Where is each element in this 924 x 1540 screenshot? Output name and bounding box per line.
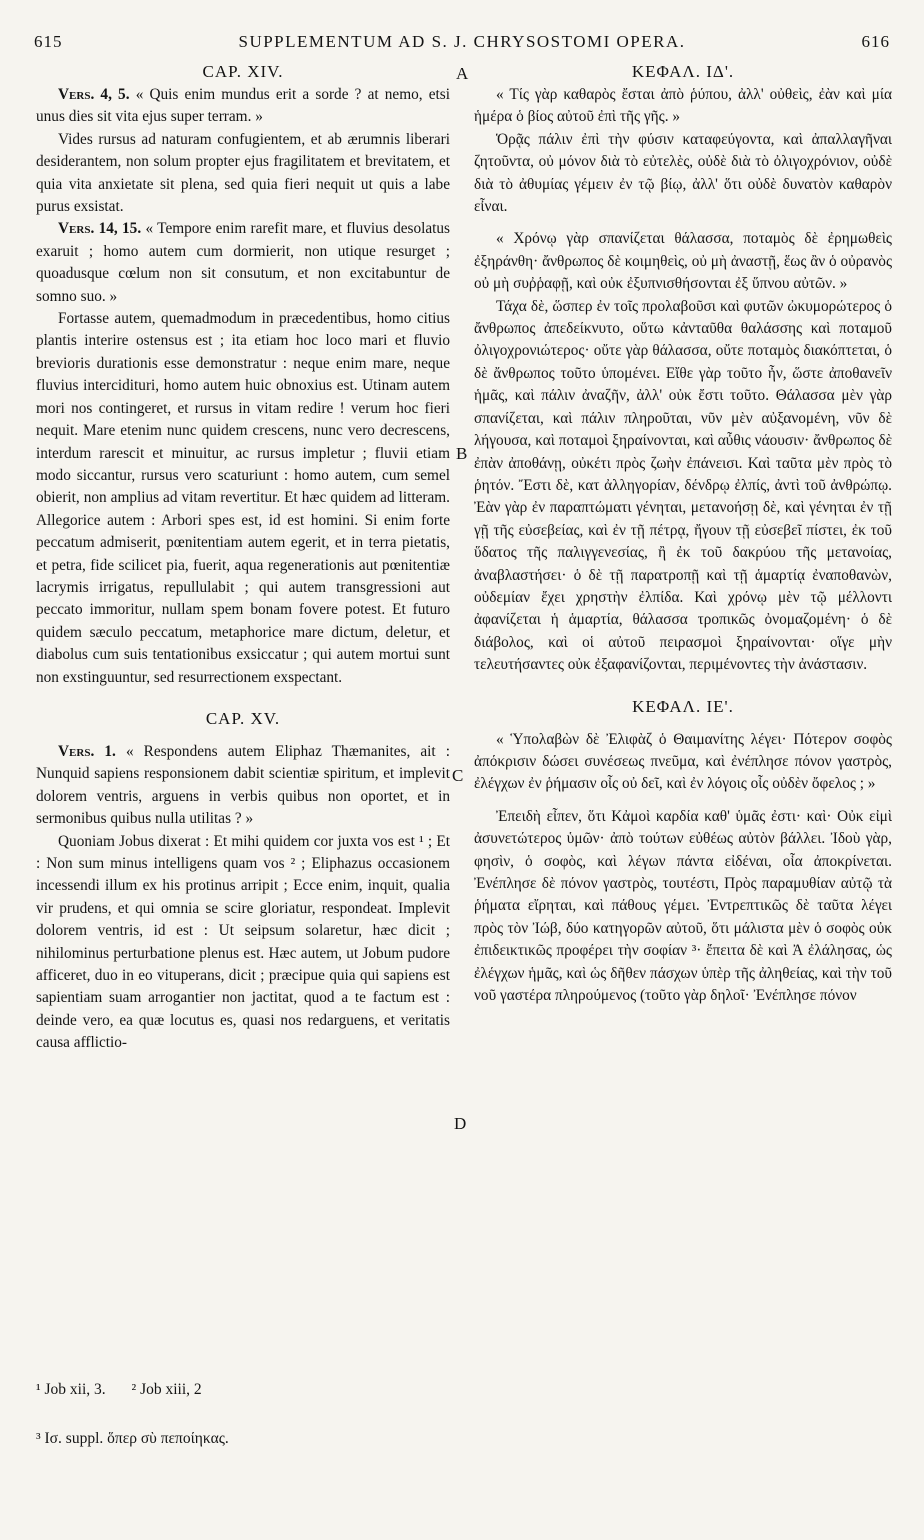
greek-chapter-heading-14: ΚΕΦΑΛ. ΙΔ'.: [631, 62, 735, 81]
verse-label: Vers. 14, 15.: [58, 220, 142, 238]
footnote-1: ¹ Job xii, 3.: [36, 1381, 106, 1398]
latin-verse-1: [36, 741, 450, 831]
greek-verse-14-15: « Χρόνῳ γὰρ σπανίζεται θάλασσα, ποταμὸς δὲ ἐρημωθεὶς ἐξηράνθη· ἄνθρωπος δὲ κοιμηθεὶς, οὐ μὴ ἀναστῇ, ἕως ἂν ὁ οὐρανὸς οὐ μὴ συῤῥαφῇ, καὶ οὐκ ἐξυπνισθήσονται ἐξ ὕπνου αὐτῶν. »: [474, 230, 892, 293]
margin-letter-d: D: [454, 1114, 467, 1133]
margin-letter-c: C: [452, 766, 464, 785]
running-title: SUPPLEMENTUM AD S. J. CHRYSOSTOMI OPERA.: [238, 32, 686, 51]
latin-verse-14-15: [36, 218, 450, 308]
latin-chapter-heading-15: CAP. XV.: [205, 708, 281, 728]
margin-letter-a: A: [456, 64, 469, 83]
latin-commentary-1: Vides rursus ad naturam confugientem, et ab ærumnis liberari desiderantem, non solum propter ejus fragilitatem et brevitatem, et quia vita anxietate sit plena, sed quia fieri nequit ut quis a labe purus exsistat.: [36, 130, 450, 216]
greek-commentary-2: Τάχα δὲ, ὥσπερ ἐν τοῖς προλαβοῦσι καὶ φυτῶν ὠκυμορώτερος ὁ ἄνθρωπος ἀπεδείκνυτο, οὕτω κἀνταῦθα θαλάσσης καὶ ποταμοῦ ὀλιγοχρονιώτερος· οὔτε γὰρ θάλασσα, οὔτε ποταμὸς διακόπτεται, ὁ δὲ ἄνθρωπος τοῦτο ὑπομένει. Εἴθε γὰρ τοῦτο ἦν, ὥστε ἀποθανεῖν ἡμᾶς, καὶ πάλιν ἀναζῆν, ἀλλ' οὐκ ἔστι τοῦτο. Θάλασσα μὲν γὰρ σπανίζεται, καὶ πάλιν πληροῦται, νῦν μὲν αὐξανομένη, νῦν δὲ λήγουσα, καὶ ποταμοὶ ξηραίνονται, καὶ αὖθις νάουσιν· ἄνθρωπος δὲ ἐπὰν ἀποθάνῃ, οὐκέτι πρὸς ζωὴν ἐπάνεισι. Καὶ ταῦτα μὲν πρὸς τὸ ῥητόν. Ἔστι δὲ, κατ ἀλληγορίαν, δένδρῳ ἐλπίς, ἀντὶ τοῦ ἀνθρώπῳ. Ἐὰν γὰρ ἐν παραπτώματι γένηται, μετανοήσῃ δὲ, καὶ γένηται ἐν τῇ γῇ τῆς εὐσεβείας, καὶ ἐν τῇ πέτρᾳ, ἤγουν τῇ εὐσεβεῖ πίστει, ἐκ τοῦ ὕδατος τῆς παλιγγενεσίας, ἢ ἐκ τοῦ δακρύου τῆς μετανοίας, ἀναβλαστήσει· ὁ δὲ τῇ παρατροπῇ καὶ τῇ ἁμαρτίᾳ ἐναποθανὼν, οὐδεμίαν ἔχει χρηστὴν ἐλπίδα. Καὶ χρόνῳ μὲν τῷ μέλλοντι ἀφανίζεται ἡ ἁμαρτία, θάλασσα τροπικῶς ὀνομαζομένη· ὁ δὲ διάβολος, καὶ οἱ αὐτοῦ πειρασμοὶ ξηραίνονται· οἵγε μὴν τελευτήσαντες οὐκ ἐξαφανίζονται, περιμένοντες τὴν ἀνάστασιν.: [474, 297, 892, 674]
footnote-3: ³ Ισ. suppl. ὅπερ σὺ πεποίηκας.: [36, 1430, 229, 1447]
footnote-line-2: [36, 1430, 456, 1448]
greek-verse-4-5: « Τίς γὰρ καθαρὸς ἔσται ἀπὸ ῥύπου, ἀλλ' οὐθεὶς, ἐὰν καὶ μία ἡμέρα ὁ βίος αὐτοῦ ἐπὶ τῆς γῆς. »: [474, 86, 892, 126]
latin-commentary-2: Fortasse autem, quemadmodum in præcedentibus, homo citius plantis interire ostensus est ; ita etiam hoc loco mari et fluvio brevioris durationis esse demonstratur : neque enim mare, neque fluvius intercidituri, homo autem huic obnoxius est. Utinam autem mori nos contingeret, et rursus in vitam redire ! verum hoc fieri nequit. Mare etenim nunc quidem crescens, nunc vero decrescens, interdum rarescit et minuitur, ac rursus impletur ; fluvii etiam modo siccantur, rursus vero scaturiunt : homo autem, cum semel obierit, non amplius ad vitam revertitur. Et hæc quidem ad litteram. Allegorice autem : Arbori spes est, id est homini. Si enim forte peccatum admiserit, pœnitentiam autem egerit, et in terra pietatis, et petra, fide scilicet pia, fuerit, aqua regenerationis aut pœnitentiæ lacrymis irrigatus, repullulabit ; qui autem transgressioni aut peccato immoritur, nullam spem bonam fovere potest. Et futuro quidem sæculo peccatum, metaphorice mare dictum, deletur, et diabolus cum suis tentationibus exsiccatur ; qui autem mortui sunt non exstinguuntur, sed resurrectionem exspectant.: [36, 310, 450, 686]
verse-text: « Respondens autem Eliphaz Thæmanites, ait : Nunquid sapiens responsionem dabit scientiæ spiritum, et implevit dolorem ventris, arguens in verbis quibus non oportet, et in sermonibus quibus nulla utilitas ? »: [36, 742, 450, 828]
page-number-left: 615: [34, 32, 63, 51]
greek-commentary-1: Ὁρᾷς πάλιν ἐπὶ τὴν φύσιν καταφεύγοντα, καὶ ἀπαλλαγῆναι ζητοῦντα, οὐ μόνον διὰ τὸ εὐτελὲς, οὐδὲ διὰ τὸ ὀλιγοχρόνιον, οὐδὲ διὰ τὸ ἀθυμίας γέμειν ἐν τῷ βίῳ, ἀλλ' ὅτι οὐδὲ δυνατὸν καθαρὸν εἶναι.: [474, 130, 892, 216]
latin-column: [36, 60, 450, 1055]
verse-text: « Tempore enim rarefit mare, et fluvius desolatus exaruit ; homo autem cum dormierit, non utique resurget ; quoadusque cœlum non sit consutum, et non excitabuntur de somno suo. »: [36, 220, 451, 305]
greek-column: [474, 60, 892, 1007]
latin-chapter-heading-14: CAP. XIV.: [202, 62, 284, 81]
footnote-2: ² Job xiii, 2: [131, 1381, 202, 1398]
footnote-line-1: [36, 1381, 456, 1399]
greek-chapter-heading-15: ΚΕΦΑΛ. ΙΕ'.: [632, 696, 734, 716]
running-head: [34, 32, 890, 56]
margin-letter-b: B: [456, 444, 468, 463]
greek-verse-1: « Ὑπολαβὼν δὲ Ἐλιφὰζ ὁ Θαιμανίτης λέγει· Πότερον σοφὸς ἀπόκρισιν δώσει συνέσεως πνεῦμα, καὶ ἐνέπλησε πόνον γαστρὸς, ἐλέγχων ἐν ῥήμασιν οἷς οὐ δεῖ, καὶ ἐν λόγοις οἷς οὐδὲν ὄφελος ; »: [474, 730, 892, 793]
greek-commentary-3: Ἐπειδὴ εἶπεν, ὅτι Κἀμοὶ καρδία καθ' ὑμᾶς ἐστι· καὶ· Οὐκ εἰμὶ ἀσυνετώτερος ὑμῶν· ἀπὸ τούτων εὐθέως αὐτὸν βάλλει. Ἰδοὺ γὰρ, φησὶν, ὁ σοφὸς, καὶ λέγων πάντα εἰδέναι, οἷα ἀποκρίνεται. Ἐνέπλησε δὲ πόνον γαστρὸς, τουτέστι, Πρὸς παραμυθίαν αὐτῷ τὰ ῥήματα εἴρηται, καὶ πάθους γέμει. Ἐντρεπτικῶς δὲ ταῦτα λέγει πρὸς τὸν Ἰώβ, δύο κατηγορῶν αὐτοῦ, ὅτι μάλιστα μὲν ὁ σοφὸς οὐκ ἐπιδεικτικῶς προφέρει τὴν σοφίαν ³· ἔπειτα δὲ καὶ Ἀ ἐλάλησας, ὡς ἐλέγχων ἡμᾶς, καὶ ὡς δῆθεν πάσχων ὑπὲρ τῆς ἀληθείας, καὶ τὴν τοῦ νοῦ γαστέρα πληρούμενος (τοῦτο γὰρ δηλοῖ· Ἐνέπλησε πόνον: [474, 807, 892, 1005]
latin-commentary-3: Quoniam Jobus dixerat : Et mihi quidem cor juxta vos est ¹ ; Et : Non sum minus intelligens quam vos ² ; Eliphazus occasionem incessendi illum ex his protinus arripit ; Ecce enim, inquit, qualia vir prudens, et qui omnia se scire gloriatur, respondeat. Implevit dolorem ventris, id est : Ut seipsum solaretur, hæc dicit ; nihilominus perturbatione plenus est. Hæc autem, ut Jobum pudore afficeret, duo in eo vituperans, dicit ; præcipue quia qui sapiens est sapientiam suam arrogantier non jactitat, quod a te factum est : deinde vero, ea quæ locutus es, quasi nos redarguens, et veritatis causa afflictio-: [36, 832, 450, 1052]
latin-verse-4-5: [36, 84, 450, 129]
page-number-right: 616: [861, 32, 890, 51]
verse-text: « Quis enim mundus erit a sorde ? at nemo, etsi unus dies sit vita ejus super terram. »: [36, 86, 450, 126]
verse-label: Vers. 1.: [58, 742, 116, 760]
verse-label: Vers. 4, 5.: [58, 86, 130, 103]
